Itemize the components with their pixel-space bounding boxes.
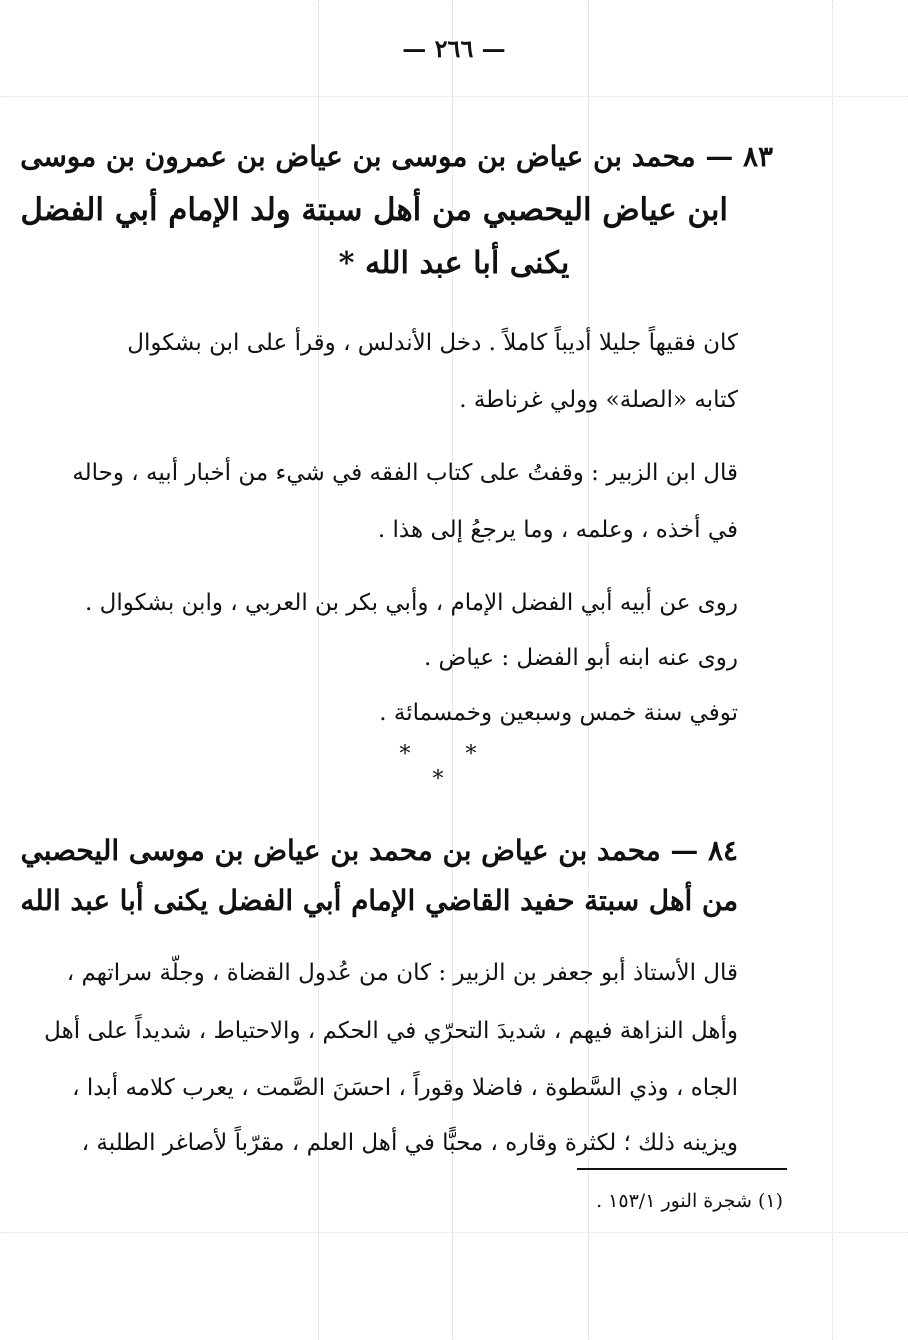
entry-84-paragraph-1-line-1: قال الأستاذ أبو جعفر بن الزبير : كان من عُدول القضاة ، وجلّة سراتهم ، xyxy=(66,960,738,986)
entry-83-paragraph-3-line-2: روى عنه ابنه أبو الفضل : عياض . xyxy=(423,645,738,671)
entry-84-heading-line-2: من أهل سبتة حفيد القاضي الإمام أبي الفضل يكنى أبا عبد الله xyxy=(20,884,738,917)
entry-83-paragraph-1-line-1: كان فقيهاً جليلا أديباً كاملاً . دخل الأندلس ، وقرأ على ابن بشكوال xyxy=(127,330,738,356)
entry-83-paragraph-3-line-3: توفي سنة خمس وسبعين وخمسمائة . xyxy=(379,700,738,726)
scan-guide-line xyxy=(832,0,833,1340)
entry-83-paragraph-2-line-1: قال ابن الزبير : وقفتُ على كتاب الفقه في شيء من أخبار أبيه ، وحاله xyxy=(72,460,738,486)
entry-84-heading-line-1: ٨٤ — محمد بن عياض بن محمد بن عياض بن موسى اليحصبي xyxy=(20,834,738,867)
entry-83-heading-line-3: يكنى أبا عبد الله * xyxy=(338,246,570,281)
entry-83-heading-line-2: ابن عياض اليحصبي من أهل سبتة ولد الإمام أبي الفضل xyxy=(20,192,728,228)
scan-guide-line xyxy=(0,1232,908,1233)
entry-83-paragraph-2-line-2: في أخذه ، وعلمه ، وما يرجعُ إلى هذا . xyxy=(377,517,738,543)
entry-84-paragraph-1-line-4: ويزينه ذلك ؛ لكثرة وقاره ، محبًّا في أهل العلم ، مقرّباً لأصاغر الطلبة ، xyxy=(81,1130,738,1156)
footnote: (١) شجرة النور ١٥٣/١ . xyxy=(596,1190,783,1212)
entry-83-paragraph-1-line-2: كتابه «الصلة» وولي غرناطة . xyxy=(459,387,738,413)
footnote-rule xyxy=(577,1168,787,1170)
section-separator: * * * xyxy=(399,742,501,792)
entry-83-heading-line-1: ٨٣ — محمد بن عياض بن موسى بن عياض بن عمرون بن موسى xyxy=(20,140,773,173)
scan-guide-line xyxy=(0,96,908,97)
entry-84-paragraph-1-line-2: وأهل النزاهة فيهم ، شديدَ التحرّي في الحكم ، والاحتياط ، شديداً على أهل xyxy=(44,1018,738,1044)
entry-83-paragraph-3-line-1: روى عن أبيه أبي الفضل الإمام ، وأبي بكر بن العربي ، وابن بشكوال . xyxy=(85,590,738,616)
page-number: — ٢٦٦ — xyxy=(402,34,506,63)
entry-84-paragraph-1-line-3: الجاه ، وذي السَّطوة ، فاضلا وقوراً ، احسَنَ الصَّمت ، يعرب كلامه أبدا ، xyxy=(72,1075,738,1101)
